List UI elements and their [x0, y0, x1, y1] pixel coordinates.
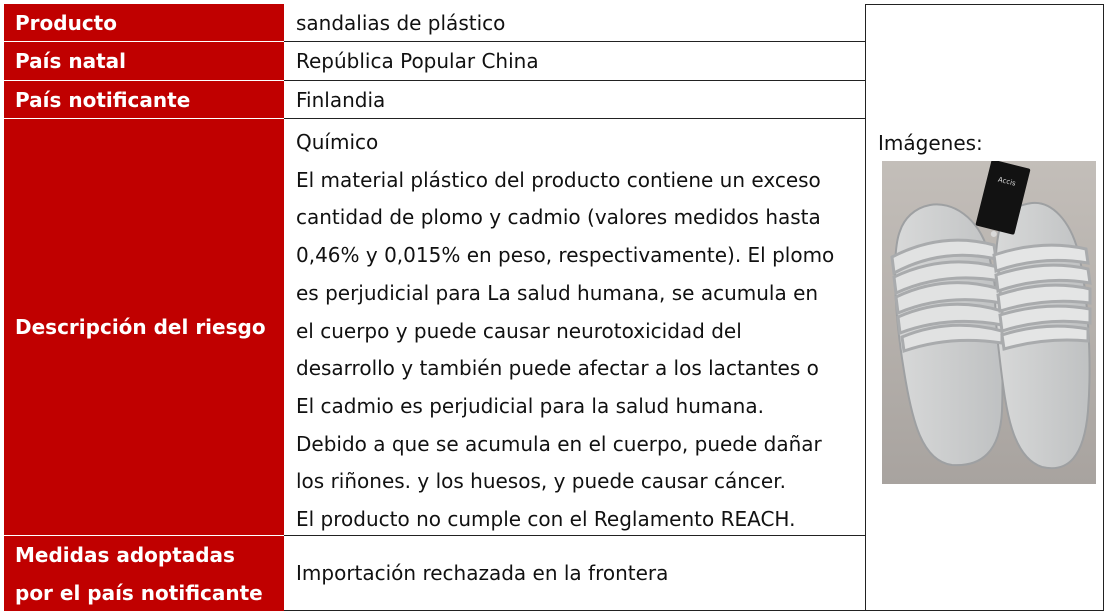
images-title: Imágenes: [878, 131, 983, 155]
risk-line: es perjudicial para La salud humana, se acumula en [296, 280, 819, 305]
risk-line: Químico [296, 130, 379, 154]
product-info-table [4, 4, 1104, 611]
label-notifier: País notificante [4, 81, 284, 119]
risk-line: 0,46% y 0,015% en peso, respectivamente). El plomo [296, 243, 835, 268]
risk-line: el cuerpo y puede causar neurotoxicidad del [296, 318, 742, 343]
svg-text:Accis: Accis [997, 175, 1017, 188]
sandals-photo [882, 161, 1096, 484]
sandals-illustration [882, 161, 1096, 484]
risk-line: desarrollo y también puede afectar a los lactantes o [296, 356, 819, 381]
label-product: Producto [4, 4, 284, 42]
value-product: sandalias de plástico [284, 4, 866, 42]
risk-line: El material plástico del producto contiene un exceso [296, 167, 821, 192]
label-origin: País natal [4, 42, 284, 81]
value-notifier: Finlandia [284, 81, 866, 119]
value-risk [284, 119, 866, 536]
risk-line: Debido a que se acumula en el cuerpo, puede dañar [296, 431, 822, 456]
value-origin: República Popular China [284, 42, 866, 81]
risk-line: El producto no cumple con el Reglamento REACH. [296, 507, 796, 532]
label-risk: Descripción del riesgo [4, 119, 284, 536]
risk-line: El cadmio es perjudicial para la salud humana. [296, 393, 764, 418]
images-cell [866, 4, 1104, 611]
value-measures: Importación rechazada en la frontera [284, 536, 866, 611]
risk-line: los riñones. y los huesos, y puede causar cáncer. [296, 469, 786, 494]
risk-line: cantidad de plomo y cadmio (valores medidos hasta [296, 205, 821, 230]
measures-label-line: por el país notificante [15, 580, 263, 605]
measures-label-line: Medidas adoptadas [15, 542, 235, 567]
label-measures [4, 536, 284, 611]
